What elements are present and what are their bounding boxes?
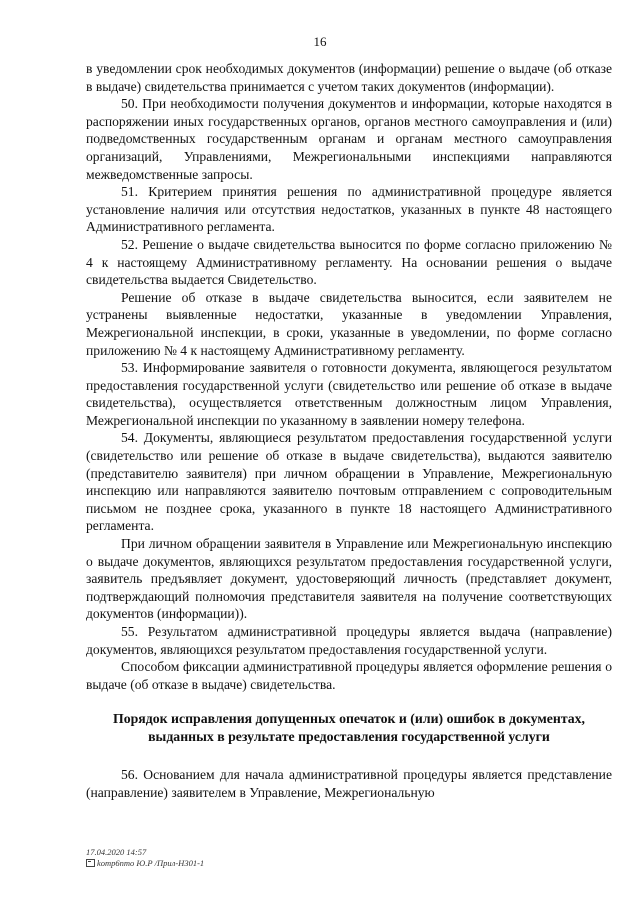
paragraph-55: 55. Результатом административной процедуры является выдача (направление) документов, являющихся результатом предоставления государственной услуги. [86, 624, 612, 657]
page-number: 16 [313, 34, 327, 49]
paragraph-54-personal: При личном обращении заявителя в Управление или Межрегиональную инспекцию о выдаче документов, являющихся результатом предоставления государственной услуги, заявитель предъявляет документ, удостоверяющий личность (представляет документ, подтверждающий полномочия представителя заявителя на получение соответствующих документов (информации)). [86, 536, 612, 622]
paragraph-54: 54. Документы, являющиеся результатом предоставления государственной услуги (свидетельство или решение об отказе в выдаче свидетельства), выдаются заявителю (представителю заявителя) при личном обращении в Управление, Межрегиональную инспекцию или направляются заявителю почтовым отправлением с сопроводительным письмом не позднее срока, указанного в пункте 18 настоящего Административного регламента. [86, 430, 612, 534]
footer-path: komp6nmo Ю.Р /Прил-Н301-1 [97, 858, 205, 868]
paragraph-continuation: в уведомлении срок необходимых документов (информации) решение о выдаче (об отказе в выдаче) свидетельства принимается с учетом таких документов (информации). [86, 61, 612, 94]
paragraph-56: 56. Основанием для начала административной процедуры является представление (направление) заявителем в Управление, Межрегиональную [86, 767, 612, 800]
paragraph-55-fixation: Способом фиксации административной процедуры является оформление решения о выдаче (об отказе в выдаче) свидетельства. [86, 659, 612, 692]
paragraph-53: 53. Информирование заявителя о готовности документа, являющегося результатом предоставления государственной услуги (свидетельство или решение об отказе в выдаче свидетельства), осуществляется ответственным должностным лицом Управления, Межрегиональной инспекции по указанному в заявлении номеру телефона. [86, 360, 612, 428]
document-body [86, 60, 612, 802]
section-heading: Порядок исправления допущенных опечаток и (или) ошибок в документах, выданных в результате предоставления государственной услуги [112, 711, 586, 745]
paragraph-51: 51. Критерием принятия решения по административной процедуре является установление наличия или отсутствия недостатков, указанных в пункте 48 настоящего Административного регламента. [86, 184, 612, 235]
footer-path-line [86, 858, 204, 869]
document-stamp-icon [86, 859, 95, 867]
document-footer [86, 847, 204, 869]
footer-date: 17.04.2020 14:57 [86, 847, 147, 857]
paragraph-52: 52. Решение о выдаче свидетельства выносится по форме согласно приложению № 4 к настоящему Административному регламенту. На основании решения о выдаче свидетельства выдается Свидетельство. [86, 236, 612, 288]
paragraph-52-refusal: Решение об отказе в выдаче свидетельства выносится, если заявителем не устранены выявленные недостатки, указанные в уведомлении Управления, Межрегиональной инспекции, в сроки, указанные в уведомлении, по форме согласно приложению № 4 к настоящему Административному регламенту. [86, 289, 612, 358]
paragraph-50: 50. При необходимости получения документов и информации, которые находятся в распоряжении иных государственных органов, органов местного самоуправления и (или) подведомственных государственным органам и органам местного самоуправления организаций, Управлениями, Межрегиональными инспекциями направляются межведомственные запросы. [86, 96, 612, 182]
